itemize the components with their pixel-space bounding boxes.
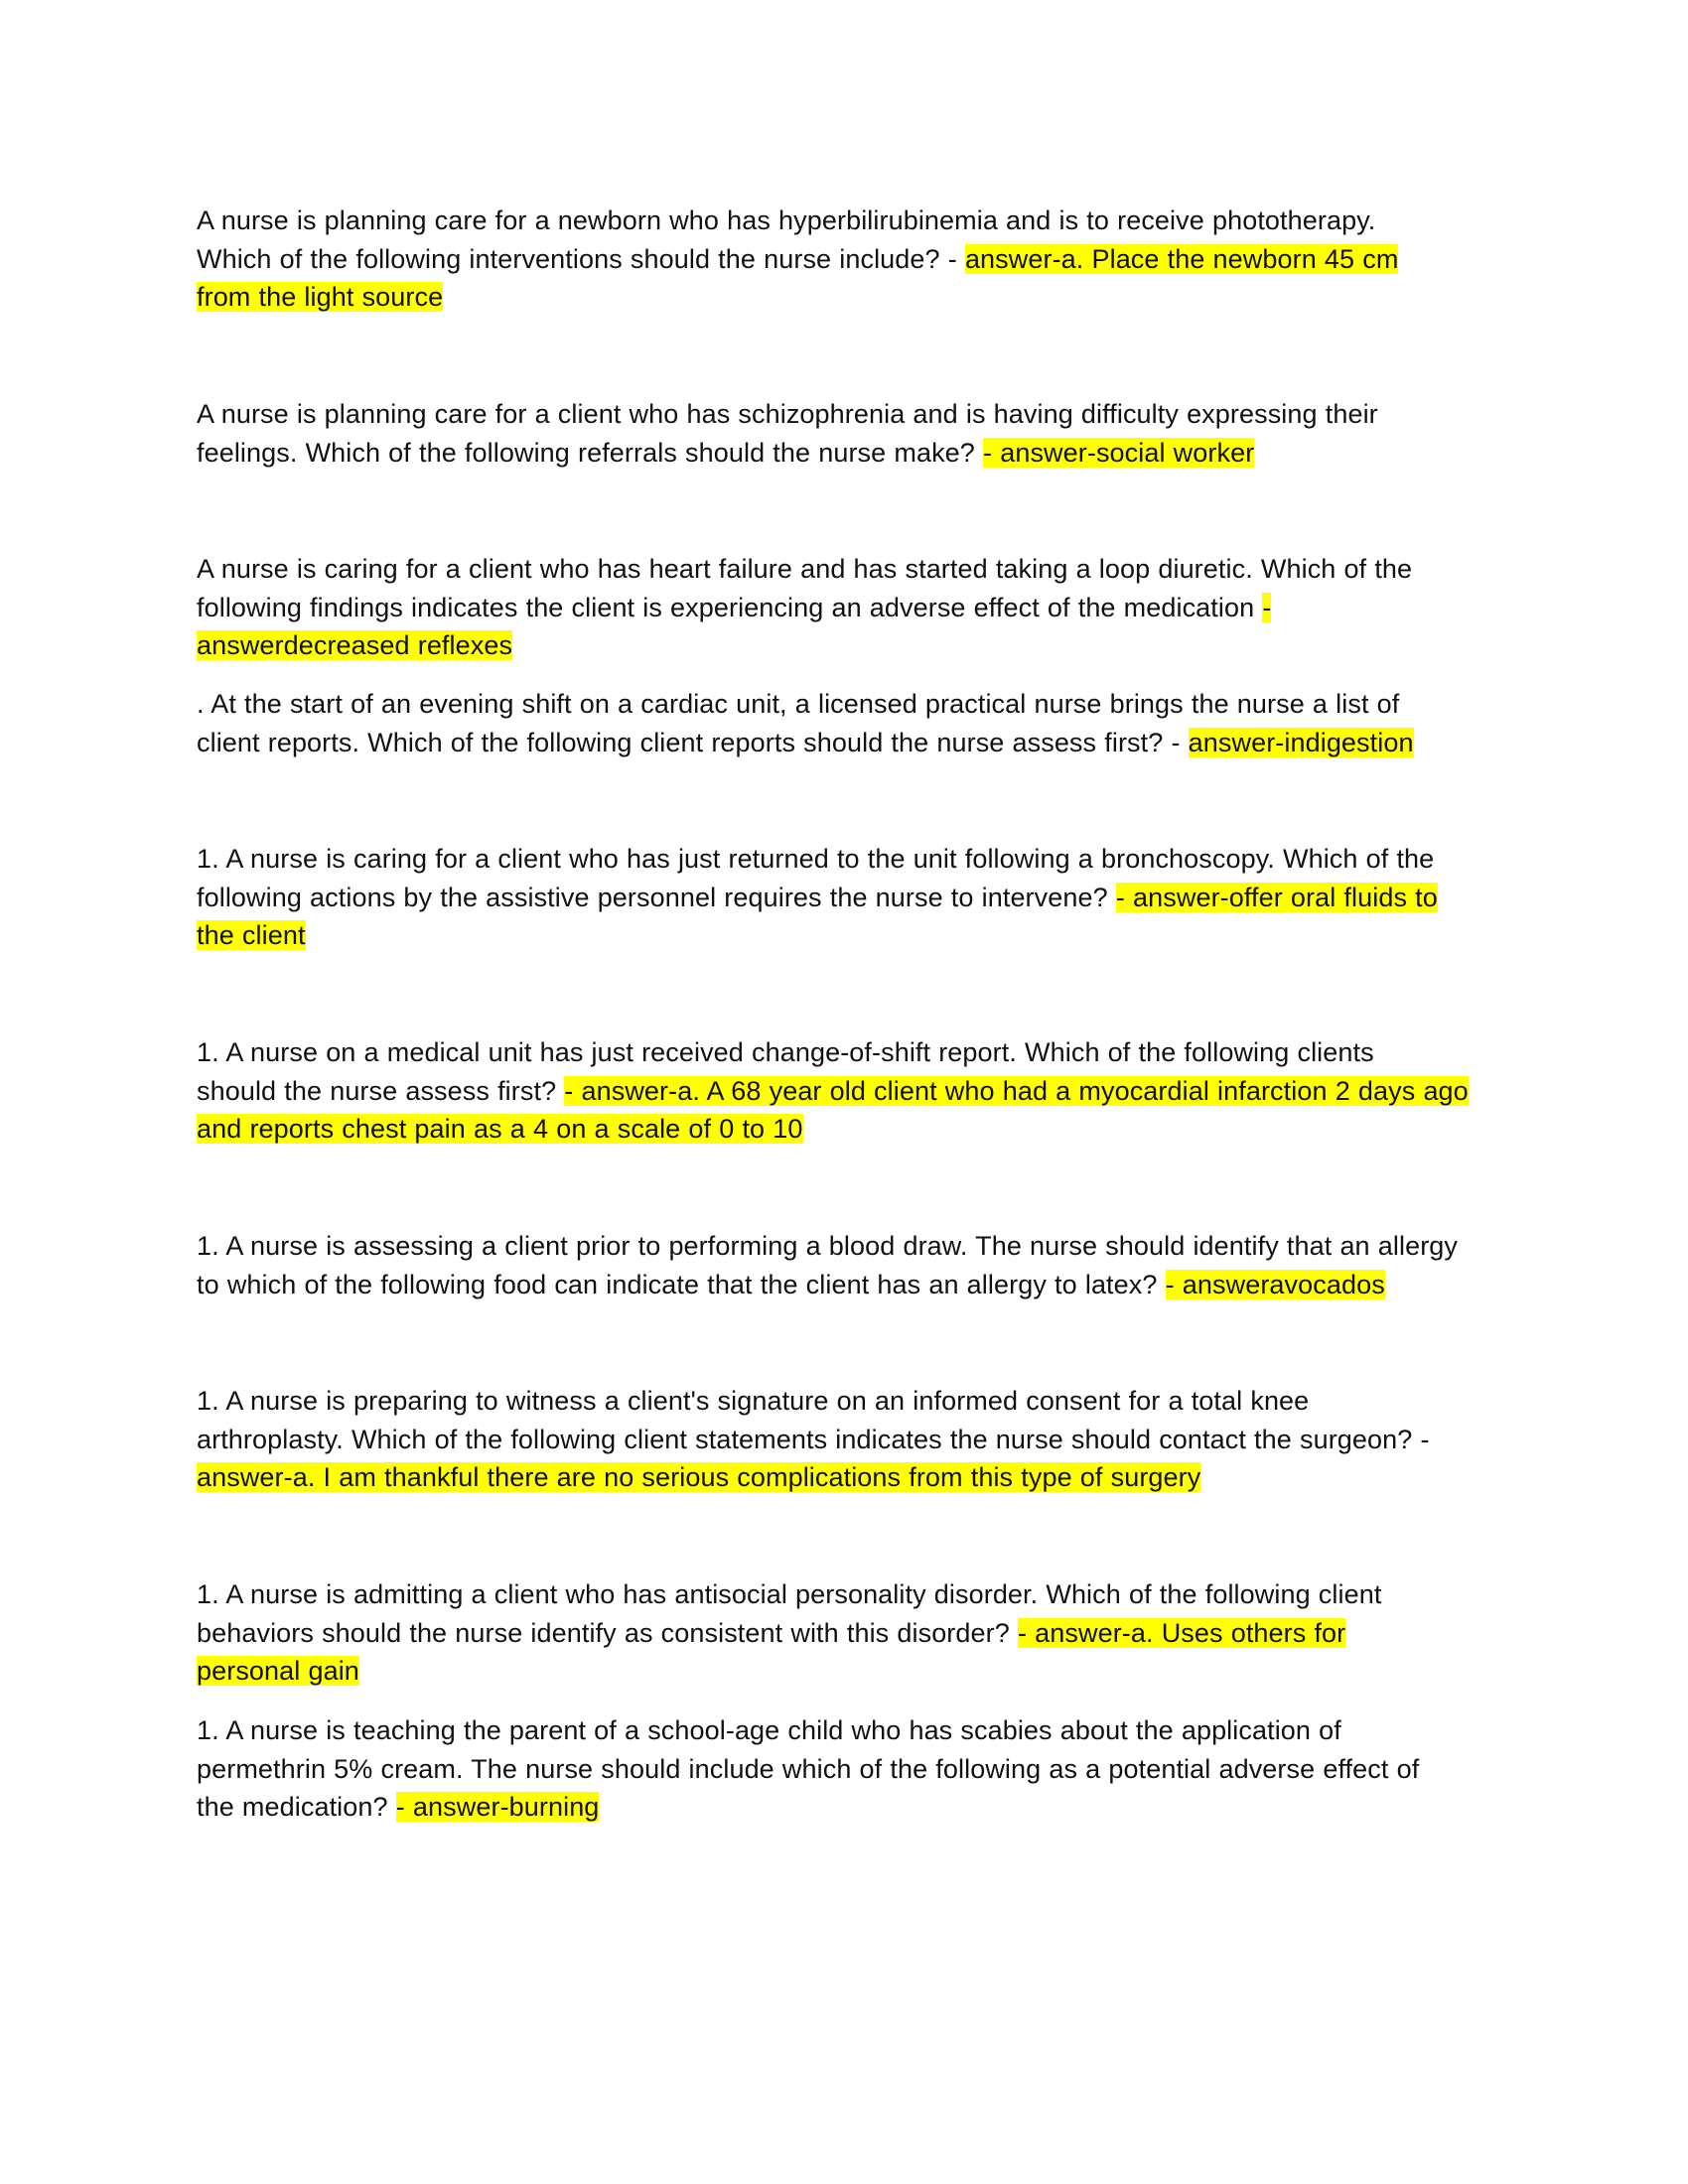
answer-highlight: from the light source	[197, 282, 444, 313]
question-text: 1. A nurse is preparing to witness a client's signature on an informed consent for a total knee	[197, 1386, 1310, 1416]
qa-item-4	[197, 685, 1497, 761]
question-text: to which of the following food can indicate that the client has an allergy to latex?	[197, 1269, 1166, 1299]
question-text: following findings indicates the client is experiencing an adverse effect of the medication	[197, 592, 1263, 622]
answer-highlight: - answer-a. A 68 year old client who had a myocardial infarction 2 days ago	[564, 1075, 1469, 1106]
qa-item-9	[197, 1575, 1497, 1691]
qa-item-2	[197, 395, 1497, 472]
answer-highlight: and reports chest pain as a 4 on a scale of 0 to 10	[197, 1114, 803, 1145]
question-text: Which of the following interventions should the nurse include? -	[197, 243, 965, 274]
question-text: 1. A nurse is caring for a client who has just returned to the unit following a bronchoscopy. Which of the	[197, 844, 1435, 874]
question-text: A nurse is caring for a client who has heart failure and has started taking a loop diuretic. Which of the	[197, 554, 1413, 584]
qa-item-8	[197, 1382, 1497, 1497]
question-text: A nurse is planning care for a client who has schizophrenia and is having difficulty expressing their	[197, 399, 1378, 429]
question-text: 1. A nurse is assessing a client prior to performing a blood draw. The nurse should identify that an allergy	[197, 1231, 1459, 1261]
question-text: the medication?	[197, 1792, 396, 1823]
answer-highlight: answer-indigestion	[1188, 727, 1414, 757]
answer-highlight: - answer-burning	[395, 1792, 600, 1823]
qa-item-5	[197, 840, 1497, 955]
question-text: behaviors should the nurse identify as consistent with this disorder?	[197, 1617, 1018, 1648]
question-text: . At the start of an evening shift on a cardiac unit, a licensed practical nurse brings the nurse a list of	[197, 689, 1400, 719]
question-text: permethrin 5% cream. The nurse should include which of the following as a potential adverse effect of	[197, 1753, 1420, 1784]
answer-highlight: -	[1262, 592, 1272, 622]
qa-item-3	[197, 550, 1497, 665]
qa-item-10	[197, 1711, 1497, 1827]
answer-highlight: answerdecreased reflexes	[197, 630, 513, 661]
question-text: A nurse is planning care for a newborn who has hyperbilirubinemia and is to receive phototherapy.	[197, 205, 1376, 235]
answer-highlight: - answer-social worker	[983, 437, 1255, 468]
answer-highlight: - answer-a. Uses others for	[1017, 1617, 1346, 1648]
question-text: should the nurse assess first?	[197, 1075, 565, 1106]
answer-highlight: answer-a. I am thankful there are no serious complications from this type of surgery	[197, 1462, 1201, 1493]
qa-item-1	[197, 202, 1497, 317]
question-text: 1. A nurse is teaching the parent of a school-age child who has scabies about the application of	[197, 1715, 1341, 1745]
answer-highlight: answer-a. Place the newborn 45 cm	[964, 243, 1399, 274]
qa-item-6	[197, 1033, 1497, 1149]
question-text: arthroplasty. Which of the following client statements indicates the nurse should contact the surgeon? -	[197, 1424, 1430, 1454]
answer-highlight: the client	[197, 920, 306, 951]
question-text: feelings. Which of the following referrals should the nurse make?	[197, 437, 984, 468]
qa-item-7	[197, 1227, 1497, 1303]
answer-highlight: personal gain	[197, 1656, 359, 1687]
question-text: 1. A nurse on a medical unit has just received change-of-shift report. Which of the following clients	[197, 1037, 1374, 1067]
answer-highlight: - answer-offer oral fluids to	[1115, 882, 1438, 912]
question-text: 1. A nurse is admitting a client who has antisocial personality disorder. Which of the following client	[197, 1579, 1382, 1609]
question-text: client reports. Which of the following client reports should the nurse assess first? -	[197, 727, 1189, 757]
answer-highlight: - answeravocados	[1165, 1269, 1385, 1299]
question-text: following actions by the assistive personnel requires the nurse to intervene?	[197, 882, 1116, 912]
